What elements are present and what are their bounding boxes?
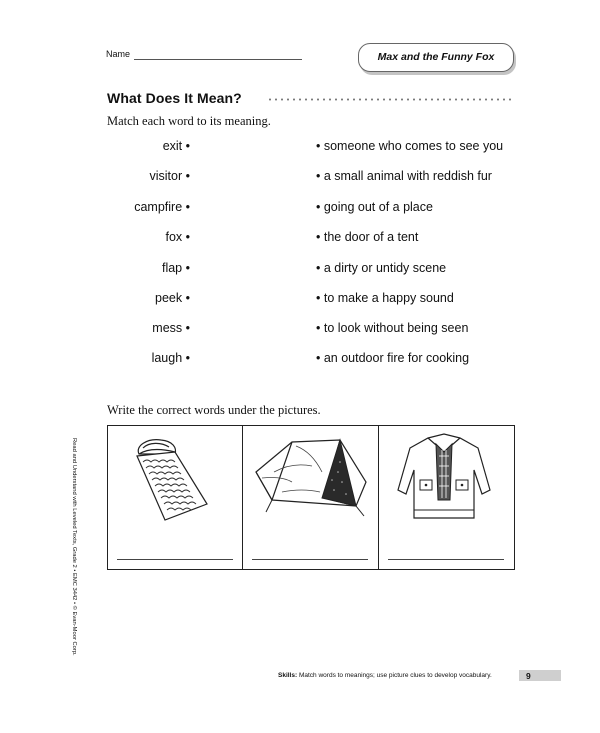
tent-picture: [252, 432, 370, 522]
picture-divider: [378, 425, 379, 570]
skills-footer: [278, 672, 492, 679]
copyright-side-text: Read and Understand with Leveled Texts, Grade 2 • EMC 3442 • © Evan-Moor Corp.: [71, 438, 77, 656]
match-instructions: Match each word to its meaning.: [107, 114, 271, 128]
sleeping-bag-picture: [125, 432, 220, 527]
word-item: flap •: [161, 261, 190, 275]
story-title: Max and the Funny Fox: [377, 51, 495, 63]
page-number-tab: [519, 670, 561, 681]
story-title-box: [358, 43, 514, 72]
answer-line-3[interactable]: [388, 559, 504, 560]
word-item: exit •: [162, 139, 190, 153]
meaning-item: • the door of a tent: [316, 230, 419, 244]
page-number: 9: [526, 671, 531, 681]
meaning-item: • a small animal with reddish fur: [316, 169, 492, 183]
word-item: visitor •: [149, 169, 190, 183]
name-label: Name: [106, 49, 131, 59]
skills-label: Skills:: [278, 672, 298, 679]
meaning-item: • to look without being seen: [316, 321, 469, 335]
word-item: fox •: [165, 230, 190, 244]
word-item: campfire •: [134, 200, 190, 214]
word-item: peek •: [155, 291, 190, 305]
answer-line-2[interactable]: [252, 559, 368, 560]
meaning-item: • an outdoor fire for cooking: [316, 351, 470, 365]
word-item: laugh •: [151, 351, 190, 365]
meaning-item: • a dirty or untidy scene: [316, 261, 447, 275]
picture-divider: [242, 425, 243, 570]
jacket-picture: [392, 430, 497, 525]
answer-line-1[interactable]: [117, 559, 233, 560]
picture-instructions: Write the correct words under the pictures.: [107, 403, 321, 417]
word-item: mess •: [152, 321, 190, 335]
copyright-side-note: [69, 438, 79, 688]
skills-text: Match words to meanings; use picture clues to develop vocabulary.: [298, 672, 492, 679]
meaning-item: • going out of a place: [316, 200, 433, 214]
heading-dotted-rule: [267, 98, 513, 101]
meaning-item: • someone who comes to see you: [316, 139, 504, 153]
name-input-line[interactable]: [134, 59, 302, 60]
meaning-item: • to make a happy sound: [316, 291, 454, 305]
section-heading: What Does It Mean?: [107, 90, 242, 106]
